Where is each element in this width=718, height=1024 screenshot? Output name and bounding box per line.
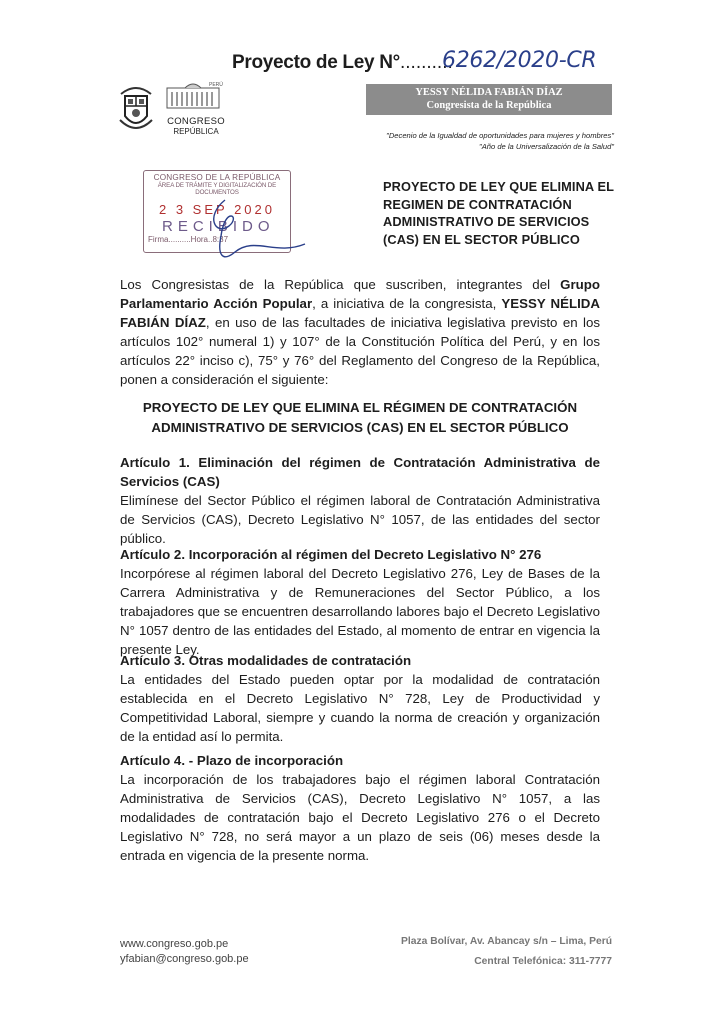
congresswoman-role: Congresista de la República <box>426 100 552 111</box>
congresswoman-box <box>366 84 612 115</box>
congreso-logo <box>165 80 225 136</box>
article-4-body: La incorporación de los trabajadores bajo el régimen laboral Contratación Administrativa de Servicios (CAS), Decreto Legislativo N° 1057, a las modalidades de contratación bajo el Decreto Legislativo 276 o el Decreto Legislativo N° 728, no será mayor a un plazo de seis (06) meses desde la entrada en vigencia de la presente norma. <box>120 772 600 863</box>
peru-shield-icon <box>117 80 155 136</box>
logo-small-text: PERÚ <box>209 82 223 88</box>
intro-congresswoman-name: YESSY NÉLIDA FABIÁN DÍAZ <box>120 296 600 330</box>
footer-contact <box>120 937 249 967</box>
decade-line2: "Año de la Universalización de la Salud" <box>479 142 614 151</box>
logo-line1: CONGRESO <box>167 116 225 127</box>
article-2 <box>120 545 600 659</box>
article-4-heading: Artículo 4. - Plazo de incorporación <box>120 753 344 768</box>
intro-paragraph <box>120 275 600 389</box>
congress-building-icon <box>165 80 221 110</box>
intro-text-1: Los Congresistas de la República que suscriben, integrantes del <box>120 277 561 292</box>
stamp-recibido: RECIBIDO <box>162 218 275 235</box>
footer-phone: Central Telefónica: 311-7777 <box>474 956 612 967</box>
law-subtitle: PROYECTO DE LEY QUE ELIMINA EL RÉGIMEN DE CONTRATACIÓN ADMINISTRATIVO DE SERVICIOS (CAS) EN EL SECTOR PÚBLICO <box>142 400 578 435</box>
bill-number-dots: .......... <box>399 52 453 73</box>
footer-website[interactable]: www.congreso.gob.pe <box>120 938 229 950</box>
footer-email[interactable]: yfabian@congreso.gob.pe <box>120 953 249 965</box>
article-1 <box>120 453 600 548</box>
decade-slogans <box>370 130 614 152</box>
stamp-line2: ÁREA DE TRÁMITE Y DIGITALIZACIÓN DE DOCUMENTOS <box>157 182 277 196</box>
footer-address: Plaza Bolívar, Av. Abancay s/n – Lima, Perú <box>401 936 612 947</box>
bill-number-line <box>232 48 597 74</box>
bill-number-handwritten: 6262/2020-CR <box>442 48 597 73</box>
stamp-firma-hora: Firma..........Hora..8:37 <box>148 235 229 244</box>
article-1-heading: Artículo 1. Eliminación del régimen de Contratación Administrativa de Servicios (CAS) <box>120 455 600 489</box>
intro-group-name: Grupo Parlamentario Acción Popular <box>120 277 600 311</box>
intro-text-2: , a iniciativa de la congresista, <box>312 296 502 311</box>
decade-line1: "Decenio de la Igualdad de oportunidades para mujeres y hombres" <box>386 131 614 140</box>
congresswoman-name: YESSY NÉLIDA FABIÁN DÍAZ <box>415 87 563 98</box>
stamp-date: 2 3 SEP 2020 <box>159 202 275 217</box>
intro-text-3: , en uso de las facultades de iniciativa legislativa previsto en los artículos 102° numeral 1) y 107° de la Constitución Política del Perú, y en los artículos 22° inciso c), 75° y 76° del Reglamento del Congreso de la República, ponen a consideración el siguiente: <box>120 315 600 387</box>
article-2-heading: Artículo 2. Incorporación al régimen del Decreto Legislativo N° 276 <box>120 547 542 562</box>
bill-number-label: Proyecto de Ley N° <box>232 52 400 73</box>
handwritten-signature <box>195 196 315 266</box>
article-3-body: La entidades del Estado pueden optar por la modalidad de contratación establecida en el Decreto Legislativo N° 728, Ley de Productividad y Competitividad Laboral, siempre y cuando la norma de creación y organización de la entidad así lo permita. <box>120 672 600 744</box>
bill-title: PROYECTO DE LEY QUE ELIMINA EL REGIMEN DE CONTRATACIÓN ADMINISTRATIVO DE SERVICIOS (CAS) EN EL SECTOR PÚBLICO <box>383 179 614 247</box>
article-2-body: Incorpórese al régimen laboral del Decreto Legislativo 276, Ley de Bases de la Carrera Administrativa y de Remuneraciones del Sector Público, a los trabajadores que se encuentren desarrollando labores bajo el Decreto Legislativo N° 1057 dentro de las entidades del Estado, al momento de entrar en vigencia la presente Ley. <box>120 566 600 657</box>
article-3-heading: Artículo 3. Otras modalidades de contratación <box>120 653 412 668</box>
stamp-line1: CONGRESO DE LA REPÚBLICA <box>153 173 281 182</box>
article-3 <box>120 651 600 746</box>
article-4 <box>120 751 600 865</box>
footer-address-block <box>360 932 612 972</box>
logo-line2: REPÚBLICA <box>173 127 219 136</box>
article-1-body: Elimínese del Sector Público el régimen laboral de Contratación Administrativa de Servicios (CAS), Decreto Legislativo N° 1057, de las entidades del sector público. <box>120 493 600 546</box>
